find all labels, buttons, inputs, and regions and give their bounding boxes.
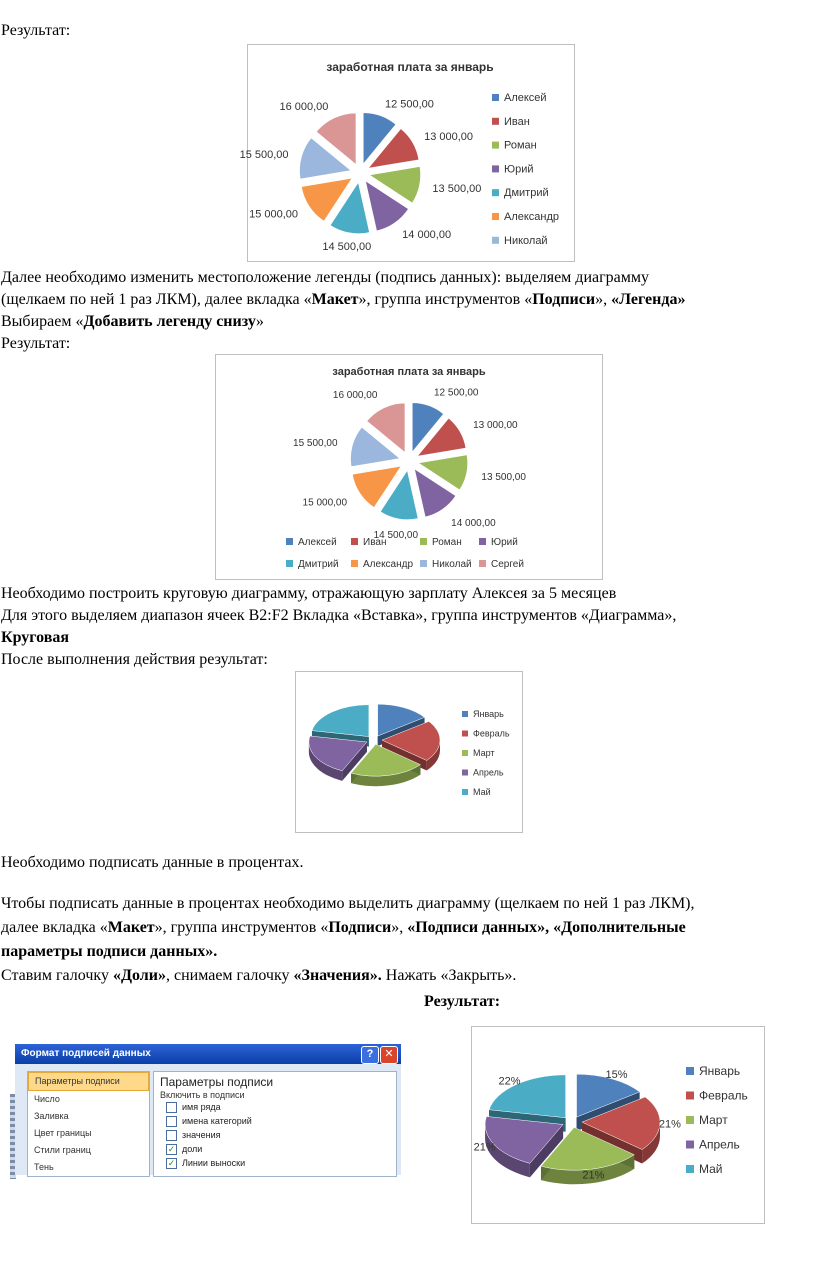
data-label-5: 14 500,00	[322, 240, 372, 253]
chart-title: заработная плата за январь	[332, 366, 486, 378]
data-label-2: 21%	[658, 1118, 681, 1131]
sidebar-item-border-color[interactable]: Цвет границы	[34, 1128, 92, 1138]
pie-3d-chart[interactable]	[295, 671, 523, 833]
pie-chart-3-svg	[296, 672, 522, 832]
legend-marker-8	[479, 560, 486, 567]
checkmark-icon[interactable]: ✓	[167, 1158, 176, 1168]
data-label-8: 16 000,00	[332, 390, 378, 402]
legend-marker-2	[462, 731, 468, 737]
sidebar-item-fill[interactable]: Заливка	[34, 1111, 69, 1121]
legend-entry-3: Март	[699, 1113, 728, 1127]
dialog-body	[15, 1064, 401, 1175]
dialog-panel	[153, 1071, 397, 1177]
legend-entry-2: Иван	[504, 115, 530, 128]
legend-marker-4	[686, 1141, 694, 1149]
pie-chart-legend-bottom[interactable]	[215, 354, 603, 580]
legend-entry-1: Алексей	[504, 92, 547, 104]
data-label-1: 15%	[605, 1068, 628, 1081]
checkmark-icon[interactable]: ✓	[167, 1144, 176, 1154]
legend-marker-1	[492, 94, 499, 101]
data-label-3: 13 500,00	[432, 183, 482, 196]
legend-marker-2	[492, 118, 499, 125]
pie-chart-4-svg	[472, 1027, 764, 1223]
data-label-6: 15 000,00	[302, 497, 348, 509]
data-label-4: 21%	[473, 1141, 496, 1154]
legend-marker-4	[492, 165, 499, 172]
legend-entry-1: Январь	[473, 709, 504, 719]
legend-marker-5	[686, 1165, 694, 1173]
legend-marker-1	[462, 711, 468, 717]
result-label-3: Результат:	[424, 993, 501, 1010]
legend-marker-5	[462, 789, 468, 795]
help-button[interactable]: ?	[361, 1046, 379, 1064]
legend-marker-3	[686, 1116, 694, 1124]
checkbox-box[interactable]	[166, 1102, 177, 1113]
legend-marker-2	[686, 1092, 694, 1100]
legend-marker-1	[686, 1067, 694, 1075]
paragraph-instr-line3: параметры подписи данных».	[1, 943, 218, 960]
paragraph-build-line1: Необходимо построить круговую диаграмму, отражающую зарплату Алексея за 5 месяцев	[1, 585, 617, 602]
legend-marker-7	[420, 560, 427, 567]
checkbox-leader-lines[interactable]	[154, 1156, 396, 1170]
pie-chart-legend-right[interactable]	[239, 44, 575, 262]
paragraph-instr-line2: далее вкладка «Макет», группа инструментов «Подписи», «Подписи данных», «Дополнительные	[1, 919, 686, 936]
panel-title: Параметры подписи	[160, 1075, 274, 1089]
pie-3d-chart-percent[interactable]	[471, 1026, 765, 1224]
sidebar-item-label-options[interactable]: Параметры подписи	[28, 1072, 149, 1091]
legend-entry-4: Апрель	[473, 767, 504, 778]
paragraph-build-line4: После выполнения действия результат:	[1, 651, 268, 668]
legend-entry-3: Роман	[432, 537, 462, 548]
legend-entry-3: Март	[473, 748, 495, 758]
checkbox-label: Линии выноски	[182, 1158, 246, 1168]
paragraph-legend-line1: Далее необходимо изменить местоположение легенды (подпись данных): выделяем диаграмму	[1, 269, 650, 286]
legend-marker-3	[420, 538, 427, 545]
legend-entry-5: Май	[473, 787, 491, 797]
sidebar-item-shadow[interactable]: Тень	[34, 1162, 54, 1172]
checkbox-label: доли	[182, 1144, 203, 1154]
legend-marker-4	[479, 538, 486, 545]
format-data-labels-dialog	[15, 1044, 401, 1175]
data-label-4: 14 000,00	[402, 228, 452, 241]
data-label-5: 22%	[498, 1075, 521, 1088]
checkbox-percentage[interactable]	[154, 1142, 396, 1156]
legend-entry-4: Юрий	[504, 163, 534, 176]
legend-entry-2: Иван	[363, 537, 387, 548]
paragraph-instr-line4: Ставим галочку «Доли», снимаем галочку «Значения». Нажать «Закрыть».	[1, 967, 517, 984]
legend-marker-1	[286, 538, 293, 545]
legend-marker-6	[492, 213, 499, 220]
panel-subtitle: Включить в подписи	[160, 1090, 245, 1100]
legend-entry-6: Александр	[363, 559, 414, 570]
legend-marker-3	[462, 750, 468, 756]
data-label-5: 14 500,00	[373, 529, 419, 541]
pie-chart-1-svg	[239, 45, 574, 261]
legend-entry-6: Александр	[504, 211, 560, 223]
pie-chart-2-svg	[216, 355, 602, 579]
legend-entry-5: Дмитрий	[298, 559, 339, 570]
legend-entry-1: Январь	[699, 1064, 741, 1078]
data-label-3: 21%	[582, 1169, 605, 1182]
dialog-sidebar	[27, 1071, 150, 1177]
legend-entry-2: Февраль	[473, 728, 510, 739]
legend-entry-4: Апрель	[699, 1137, 740, 1152]
paragraph-instr-line1: Чтобы подписать данные в процентах необходимо выделить диаграмму (щелкаем по ней 1 раз ЛКМ),	[1, 895, 695, 912]
legend-entry-5: Дмитрий	[504, 187, 549, 200]
legend-marker-2	[351, 538, 358, 545]
data-label-4: 14 000,00	[451, 517, 496, 529]
checkbox-label: имя ряда	[182, 1102, 221, 1112]
legend-entry-7: Николай	[504, 234, 548, 247]
paragraph-build-line2: Для этого выделяем диапазон ячеек B2:F2 Вкладка «Вставка», группа инструментов «Диаграмма»,	[1, 607, 677, 624]
legend-marker-7	[492, 237, 499, 244]
paragraph-legend-line2: (щелкаем по ней 1 раз ЛКМ), далее вкладка «Макет», группа инструментов «Подписи», «Легенда»	[1, 291, 686, 308]
checkbox-box[interactable]	[166, 1116, 177, 1127]
data-label-3: 13 500,00	[481, 472, 526, 484]
legend-entry-1: Алексей	[298, 537, 337, 548]
data-label-2: 13 000,00	[424, 131, 474, 143]
result-label-2: Результат:	[1, 335, 71, 352]
data-label-1: 12 500,00	[384, 98, 434, 111]
dialog-title: Формат подписей данных	[21, 1048, 151, 1059]
sidebar-item-number[interactable]: Число	[34, 1094, 60, 1104]
result-label-1: Результат:	[1, 22, 71, 39]
checkbox-box[interactable]	[166, 1130, 177, 1141]
data-label-2: 13 000,00	[473, 420, 518, 431]
chart-title: заработная плата за январь	[326, 60, 494, 74]
legend-entry-3: Роман	[504, 139, 537, 152]
checkbox-label: имена категорий	[182, 1116, 252, 1126]
data-label-6: 15 000,00	[249, 208, 299, 221]
data-label-1: 12 500,00	[433, 387, 479, 399]
paragraph-percent: Необходимо подписать данные в процентах.	[1, 854, 304, 871]
paragraph-build-line3: Круговая	[1, 629, 70, 646]
paragraph-legend-line3: Выбираем «Добавить легенду снизу»	[1, 313, 264, 330]
legend-marker-4	[462, 770, 468, 776]
legend-marker-3	[492, 142, 499, 149]
dialog-titlebar	[15, 1044, 401, 1064]
sidebar-item-border-styles[interactable]: Стили границ	[34, 1145, 91, 1155]
legend-entry-2: Февраль	[699, 1088, 748, 1103]
data-label-7: 15 500,00	[239, 148, 289, 161]
legend-entry-8: Сергей	[491, 559, 524, 570]
checkbox-category-names[interactable]	[154, 1114, 396, 1128]
data-label-8: 16 000,00	[279, 101, 329, 114]
legend-entry-7: Николай	[432, 559, 472, 570]
legend-entry-5: Май	[699, 1162, 723, 1176]
checkbox-values[interactable]	[154, 1128, 396, 1142]
close-button[interactable]: ✕	[380, 1046, 398, 1064]
checkbox-label: значения	[182, 1130, 221, 1140]
legend-marker-5	[492, 189, 499, 196]
data-label-7: 15 500,00	[293, 437, 338, 449]
legend-entry-4: Юрий	[491, 537, 518, 548]
legend-marker-6	[351, 560, 358, 567]
checkbox-series-name[interactable]	[154, 1100, 396, 1114]
legend-marker-5	[286, 560, 293, 567]
